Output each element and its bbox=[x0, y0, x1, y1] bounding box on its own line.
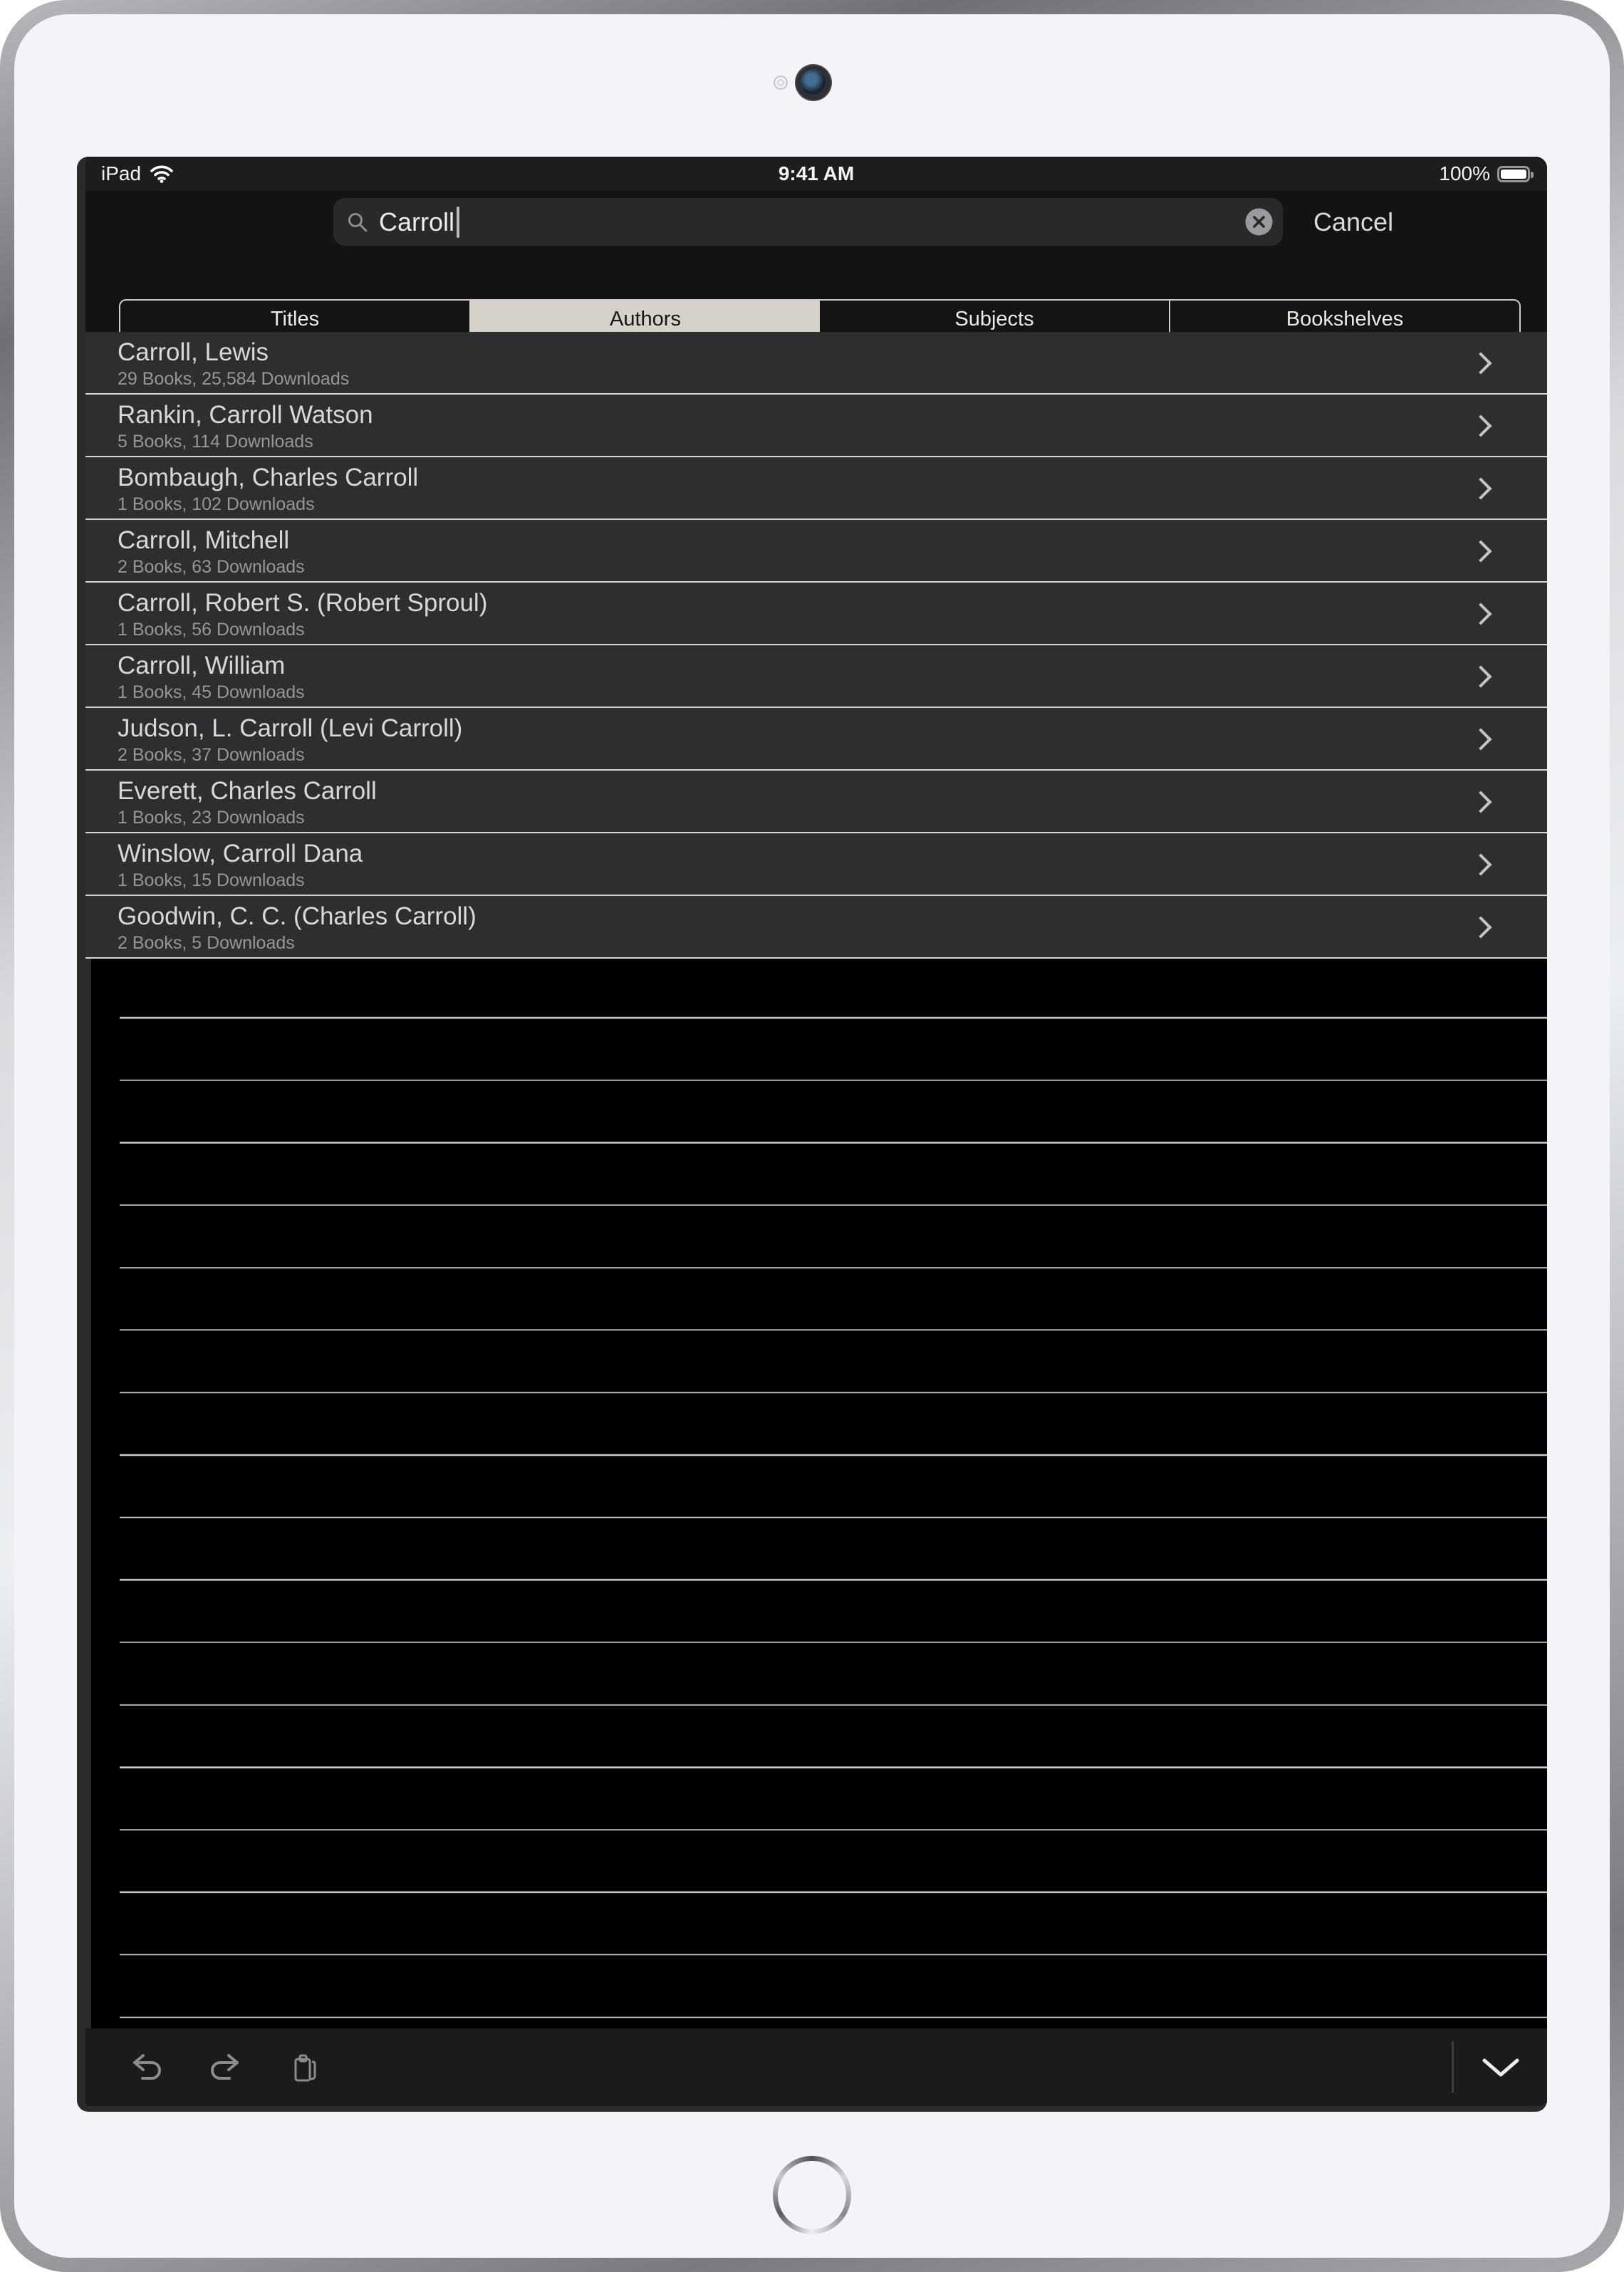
empty-row-separators bbox=[120, 959, 1547, 2028]
status-bar bbox=[85, 157, 1547, 191]
screen bbox=[77, 157, 1547, 2112]
home-button[interactable] bbox=[773, 2156, 851, 2234]
battery-icon bbox=[1497, 166, 1530, 182]
search-icon bbox=[346, 211, 369, 234]
author-list-item[interactable] bbox=[85, 395, 1547, 457]
author-meta: 29 Books, 25,584 Downloads bbox=[118, 369, 350, 389]
search-input[interactable] bbox=[333, 198, 1283, 246]
author-name: Everett, Charles Carroll bbox=[118, 777, 377, 805]
chevron-right-icon bbox=[1469, 603, 1492, 625]
chevron-right-icon bbox=[1469, 477, 1492, 499]
author-list-item[interactable] bbox=[85, 645, 1547, 708]
author-list-item[interactable] bbox=[85, 708, 1547, 771]
author-list-item[interactable] bbox=[85, 520, 1547, 583]
author-meta: 1 Books, 23 Downloads bbox=[118, 808, 305, 828]
author-name: Carroll, Robert S. (Robert Sproul) bbox=[118, 589, 488, 617]
chevron-right-icon bbox=[1469, 415, 1492, 437]
author-name: Carroll, Mitchell bbox=[118, 526, 290, 554]
chevron-right-icon bbox=[1469, 916, 1492, 938]
cancel-button[interactable]: Cancel bbox=[1313, 207, 1394, 236]
author-name: Rankin, Carroll Watson bbox=[118, 401, 373, 429]
tab-bookshelves[interactable]: Bookshelves bbox=[1169, 301, 1519, 338]
author-meta: 2 Books, 5 Downloads bbox=[118, 933, 295, 953]
chevron-right-icon bbox=[1469, 665, 1492, 687]
author-results-list bbox=[85, 332, 1547, 959]
keyboard-toolbar bbox=[85, 2028, 1547, 2106]
empty-list-area bbox=[85, 959, 1547, 2028]
author-meta: 1 Books, 102 Downloads bbox=[118, 494, 315, 514]
redo-icon[interactable] bbox=[208, 2050, 242, 2085]
chevron-right-icon bbox=[1469, 728, 1492, 750]
undo-icon[interactable] bbox=[130, 2050, 164, 2085]
author-list-item[interactable] bbox=[85, 457, 1547, 520]
carrier-label: iPad bbox=[101, 162, 142, 184]
author-list-item[interactable] bbox=[85, 771, 1547, 833]
author-meta: 2 Books, 63 Downloads bbox=[118, 557, 305, 577]
author-name: Carroll, William bbox=[118, 652, 286, 679]
chevron-right-icon bbox=[1469, 853, 1492, 875]
author-meta: 2 Books, 37 Downloads bbox=[118, 745, 305, 765]
author-name: Judson, L. Carroll (Levi Carroll) bbox=[118, 714, 463, 742]
light-sensor bbox=[774, 75, 788, 90]
tab-titles[interactable]: Titles bbox=[270, 308, 320, 330]
author-meta: 1 Books, 45 Downloads bbox=[118, 682, 305, 702]
front-camera bbox=[801, 70, 826, 95]
tab-subjects[interactable]: Subjects bbox=[954, 308, 1034, 330]
author-name: Winslow, Carroll Dana bbox=[118, 840, 363, 867]
author-meta: 1 Books, 56 Downloads bbox=[118, 620, 305, 640]
author-meta: 5 Books, 114 Downloads bbox=[118, 432, 313, 452]
chevron-right-icon bbox=[1469, 791, 1492, 813]
clear-search-button[interactable] bbox=[1245, 208, 1273, 236]
author-list-item[interactable] bbox=[85, 332, 1547, 395]
battery-percent: 100% bbox=[1439, 162, 1490, 184]
author-name: Carroll, Lewis bbox=[118, 338, 269, 366]
clock: 9:41 AM bbox=[778, 162, 855, 184]
search-header bbox=[85, 191, 1547, 332]
text-cursor bbox=[457, 207, 459, 238]
paste-icon[interactable] bbox=[288, 2050, 322, 2085]
screen-edge-shadow bbox=[85, 959, 91, 2028]
dismiss-keyboard-button[interactable] bbox=[1480, 2057, 1521, 2078]
author-meta: 1 Books, 15 Downloads bbox=[118, 870, 305, 890]
author-list-item[interactable] bbox=[85, 896, 1547, 959]
author-name: Goodwin, C. C. (Charles Carroll) bbox=[118, 902, 477, 930]
author-list-item[interactable] bbox=[85, 833, 1547, 896]
chevron-right-icon bbox=[1469, 352, 1492, 374]
tab-authors[interactable]: Authors bbox=[469, 301, 820, 338]
toolbar-divider bbox=[1452, 2041, 1454, 2093]
author-name: Bombaugh, Charles Carroll bbox=[118, 464, 419, 491]
search-query: Carroll bbox=[379, 207, 455, 236]
chevron-right-icon bbox=[1469, 540, 1492, 562]
author-list-item[interactable] bbox=[85, 583, 1547, 645]
